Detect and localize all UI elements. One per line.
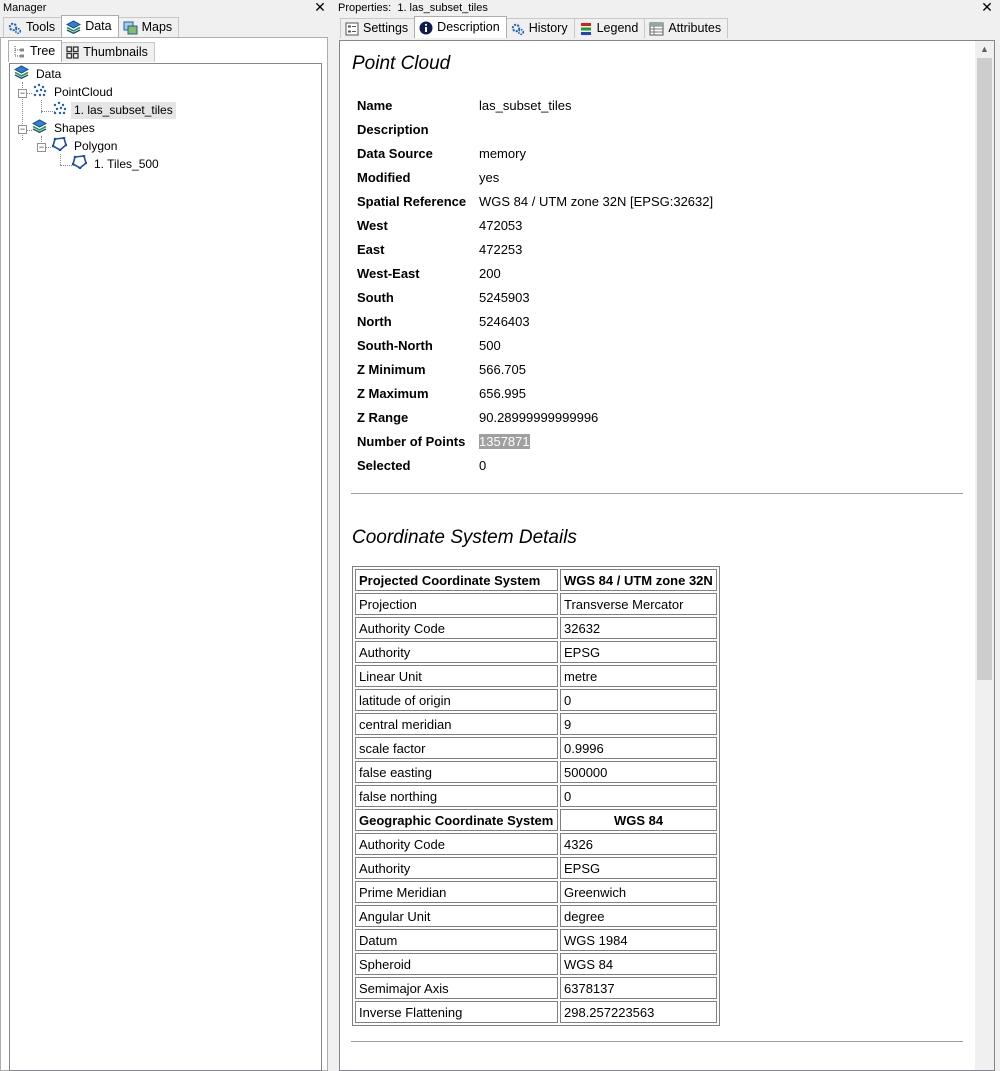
property-value[interactable] — [476, 213, 716, 237]
crs-key: false easting — [355, 761, 558, 783]
collapse-toggle[interactable]: − — [38, 142, 45, 152]
collapse-toggle[interactable]: − — [19, 88, 26, 98]
crs-key: Inverse Flattening — [355, 1001, 558, 1023]
property-row — [354, 333, 716, 357]
property-key: South — [357, 289, 394, 305]
property-value[interactable] — [476, 453, 716, 477]
tab-data[interactable] — [61, 15, 118, 37]
property-value[interactable] — [476, 309, 716, 333]
tab-tools[interactable] — [3, 17, 62, 37]
property-value-text[interactable]: 500 — [479, 337, 501, 353]
property-key: South-North — [357, 337, 433, 353]
property-row — [354, 285, 716, 309]
tab-history-label: History — [528, 21, 568, 35]
property-value-text[interactable]: 472053 — [479, 217, 523, 233]
crs-value: 0.9996 — [560, 737, 717, 759]
crs-header-row — [355, 569, 717, 591]
property-value-text[interactable]: 200 — [479, 265, 501, 281]
property-value-text[interactable]: 1357871 — [479, 433, 530, 449]
layers-icon — [66, 20, 81, 34]
property-key: Selected — [357, 457, 411, 473]
property-row — [354, 237, 716, 261]
crs-row — [355, 977, 717, 999]
tree-node-las-subset-tiles[interactable] — [52, 102, 176, 119]
crs-value: EPSG — [560, 857, 717, 879]
property-key: Modified — [357, 169, 411, 185]
tree-node-label: Polygon — [74, 139, 118, 153]
property-value-text[interactable]: 90.28999999999996 — [479, 409, 599, 425]
crs-row — [355, 785, 717, 807]
property-row — [354, 117, 716, 141]
crs-row — [355, 617, 717, 639]
tree-node-label: 1. las_subset_tiles — [71, 102, 176, 119]
crs-row — [355, 857, 717, 879]
property-value-text[interactable]: las_subset_tiles — [479, 97, 572, 113]
crs-row — [355, 641, 717, 663]
property-value-text[interactable]: WGS 84 / UTM zone 32N [EPSG:32632] — [479, 193, 714, 209]
crs-value: 32632 — [560, 617, 717, 639]
crs-key: Authority — [355, 857, 558, 879]
tab-history[interactable] — [506, 18, 575, 38]
property-key: Z Minimum — [357, 361, 426, 377]
property-row — [354, 357, 716, 381]
properties-title-value: 1. las_subset_tiles — [397, 2, 488, 14]
tree-node-data[interactable] — [14, 66, 64, 83]
gears-icon — [511, 22, 525, 36]
property-value[interactable] — [476, 405, 716, 429]
tab-description-label: Description — [437, 20, 500, 34]
collapse-toggle[interactable]: − — [19, 124, 26, 134]
property-value[interactable] — [476, 93, 716, 117]
crs-row — [355, 761, 717, 783]
tree-node-label: Data — [36, 67, 62, 81]
tab-attributes[interactable] — [644, 18, 728, 38]
crs-key: scale factor — [355, 737, 558, 759]
scroll-up-icon[interactable]: ▲ — [980, 44, 989, 54]
tab-maps-label: Maps — [141, 20, 173, 34]
tree-node-shapes[interactable] — [32, 120, 98, 137]
property-row — [354, 309, 716, 333]
crs-key: Projection — [355, 593, 558, 615]
crs-value: 0 — [560, 785, 717, 807]
crs-value: metre — [560, 665, 717, 687]
property-row — [354, 165, 716, 189]
table-icon — [649, 22, 664, 36]
polygon-icon — [52, 137, 67, 156]
section-title-coordinate-system: Coordinate System Details — [352, 527, 577, 548]
crs-value: degree — [560, 905, 717, 927]
property-row — [354, 405, 716, 429]
property-value[interactable] — [476, 285, 716, 309]
crs-key: Geographic Coordinate System — [355, 809, 558, 831]
property-value-text[interactable]: yes — [479, 169, 500, 185]
legend-icon — [579, 22, 593, 36]
crs-key: false northing — [355, 785, 558, 807]
property-row — [354, 381, 716, 405]
section-title-point-cloud: Point Cloud — [352, 53, 451, 74]
vertical-scrollbar[interactable] — [975, 41, 994, 1071]
tab-attributes-label: Attributes — [668, 21, 722, 35]
point-cloud-icon — [32, 83, 47, 102]
property-value[interactable] — [476, 141, 716, 165]
crs-row — [355, 665, 717, 687]
crs-value: 4326 — [560, 833, 717, 855]
crs-header-row — [355, 809, 717, 831]
property-value-text[interactable]: memory — [479, 145, 526, 161]
property-value[interactable] — [476, 117, 716, 141]
thumbnails-icon — [66, 46, 79, 59]
crs-key: Authority — [355, 641, 558, 663]
description-document — [340, 41, 974, 1071]
crs-key: Semimajor Axis — [355, 977, 558, 999]
tree-node-label: 1. Tiles_500 — [94, 157, 159, 171]
property-value-text[interactable]: 566.705 — [479, 361, 526, 377]
maps-icon — [123, 21, 138, 35]
crs-key: Linear Unit — [355, 665, 558, 687]
property-key: Z Range — [357, 409, 409, 425]
property-value-text[interactable]: 0 — [479, 457, 487, 473]
crs-row — [355, 1001, 717, 1023]
tab-settings[interactable] — [340, 18, 415, 38]
crs-key: latitude of origin — [355, 689, 558, 711]
tree-node-label: PointCloud — [54, 85, 113, 99]
tab-thumbnails[interactable] — [61, 42, 155, 62]
crs-value: 500000 — [560, 761, 717, 783]
property-value[interactable] — [476, 333, 716, 357]
crs-row — [355, 593, 717, 615]
crs-key: Projected Coordinate System — [355, 569, 558, 591]
properties-title-prefix: Properties: — [338, 2, 392, 14]
data-tree — [9, 63, 322, 1071]
property-value[interactable] — [476, 261, 716, 285]
property-key: West — [357, 217, 388, 233]
divider — [351, 1041, 963, 1042]
gears-icon — [8, 21, 22, 35]
property-key: Description — [357, 121, 429, 137]
crs-row — [355, 905, 717, 927]
property-value[interactable] — [476, 381, 716, 405]
data-subtabs — [8, 40, 154, 62]
settings-icon — [345, 22, 359, 36]
coordinate-system-table — [352, 566, 720, 1026]
properties-tabs — [340, 16, 727, 38]
crs-row — [355, 833, 717, 855]
property-value-text[interactable]: 472253 — [479, 241, 523, 257]
crs-value: Greenwich — [560, 881, 717, 903]
divider — [351, 493, 963, 494]
property-row — [354, 261, 716, 285]
crs-row — [355, 881, 717, 903]
crs-row — [355, 929, 717, 951]
manager-tabs — [3, 15, 178, 37]
property-key: Name — [357, 97, 393, 113]
tab-thumbnails-label: Thumbnails — [83, 45, 148, 59]
manager-title: Manager — [0, 0, 330, 16]
tree-icon — [13, 45, 26, 58]
crs-value: 298.257223563 — [560, 1001, 717, 1023]
property-key: Number of Points — [357, 433, 466, 449]
property-value[interactable] — [476, 189, 716, 213]
manager-close-button[interactable]: ✕ — [314, 0, 326, 15]
property-row — [354, 189, 716, 213]
polygon-icon — [72, 155, 87, 174]
manager-panel — [0, 0, 330, 1071]
layers-icon — [32, 119, 47, 138]
point-cloud-icon — [52, 101, 67, 120]
crs-value: Transverse Mercator — [560, 593, 717, 615]
crs-key: Spheroid — [355, 953, 558, 975]
scrollbar-thumb[interactable] — [977, 58, 992, 680]
tab-legend-label: Legend — [596, 21, 639, 35]
tab-tree[interactable] — [8, 40, 62, 62]
property-row — [354, 213, 716, 237]
tree-node-polygon[interactable] — [52, 138, 120, 155]
property-value[interactable] — [476, 429, 716, 453]
property-key: Z Maximum — [357, 385, 429, 401]
properties-title — [335, 0, 1000, 16]
property-key: North — [357, 313, 392, 329]
property-row — [354, 429, 716, 453]
property-row — [354, 453, 716, 477]
property-key: Spatial Reference — [357, 193, 467, 209]
crs-row — [355, 953, 717, 975]
crs-key: Datum — [355, 929, 558, 951]
crs-key: Prime Meridian — [355, 881, 558, 903]
crs-value: WGS 84 / UTM zone 32N — [560, 569, 717, 591]
crs-value: WGS 1984 — [560, 929, 717, 951]
property-value-text[interactable]: 5246403 — [479, 313, 530, 329]
properties-panel — [335, 0, 1000, 1071]
layers-icon — [14, 65, 29, 84]
tab-maps[interactable] — [118, 17, 180, 37]
crs-key: central meridian — [355, 713, 558, 735]
crs-value: WGS 84 — [560, 809, 717, 831]
tab-tools-label: Tools — [26, 20, 56, 34]
property-value[interactable] — [476, 165, 716, 189]
crs-key: Authority Code — [355, 833, 558, 855]
tab-tree-label: Tree — [30, 44, 56, 58]
crs-value: EPSG — [560, 641, 717, 663]
crs-value: WGS 84 — [560, 953, 717, 975]
crs-value: 0 — [560, 689, 717, 711]
description-view — [339, 40, 995, 1071]
info-icon — [419, 21, 433, 35]
properties-table — [354, 93, 716, 477]
tab-description[interactable] — [414, 16, 507, 38]
property-value-text[interactable]: 5245903 — [479, 289, 530, 305]
tab-data-label: Data — [85, 19, 112, 33]
property-key: West-East — [357, 265, 420, 281]
tree-node-tiles-500[interactable] — [72, 156, 162, 173]
crs-row — [355, 713, 717, 735]
property-row — [354, 141, 716, 165]
crs-value: 6378137 — [560, 977, 717, 999]
crs-key: Authority Code — [355, 617, 558, 639]
tree-node-label: Shapes — [54, 121, 95, 135]
tree-node-pointcloud[interactable] — [32, 84, 116, 101]
property-value-text[interactable]: 656.995 — [479, 385, 526, 401]
crs-row — [355, 737, 717, 759]
property-key: East — [357, 241, 385, 257]
property-value[interactable] — [476, 357, 716, 381]
crs-key: Angular Unit — [355, 905, 558, 927]
property-key: Data Source — [357, 145, 433, 161]
property-value[interactable] — [476, 237, 716, 261]
crs-row — [355, 689, 717, 711]
properties-close-button[interactable]: ✕ — [981, 0, 993, 15]
property-row — [354, 93, 716, 117]
tab-settings-label: Settings — [363, 21, 409, 35]
tab-legend[interactable] — [574, 18, 646, 38]
crs-value: 9 — [560, 713, 717, 735]
